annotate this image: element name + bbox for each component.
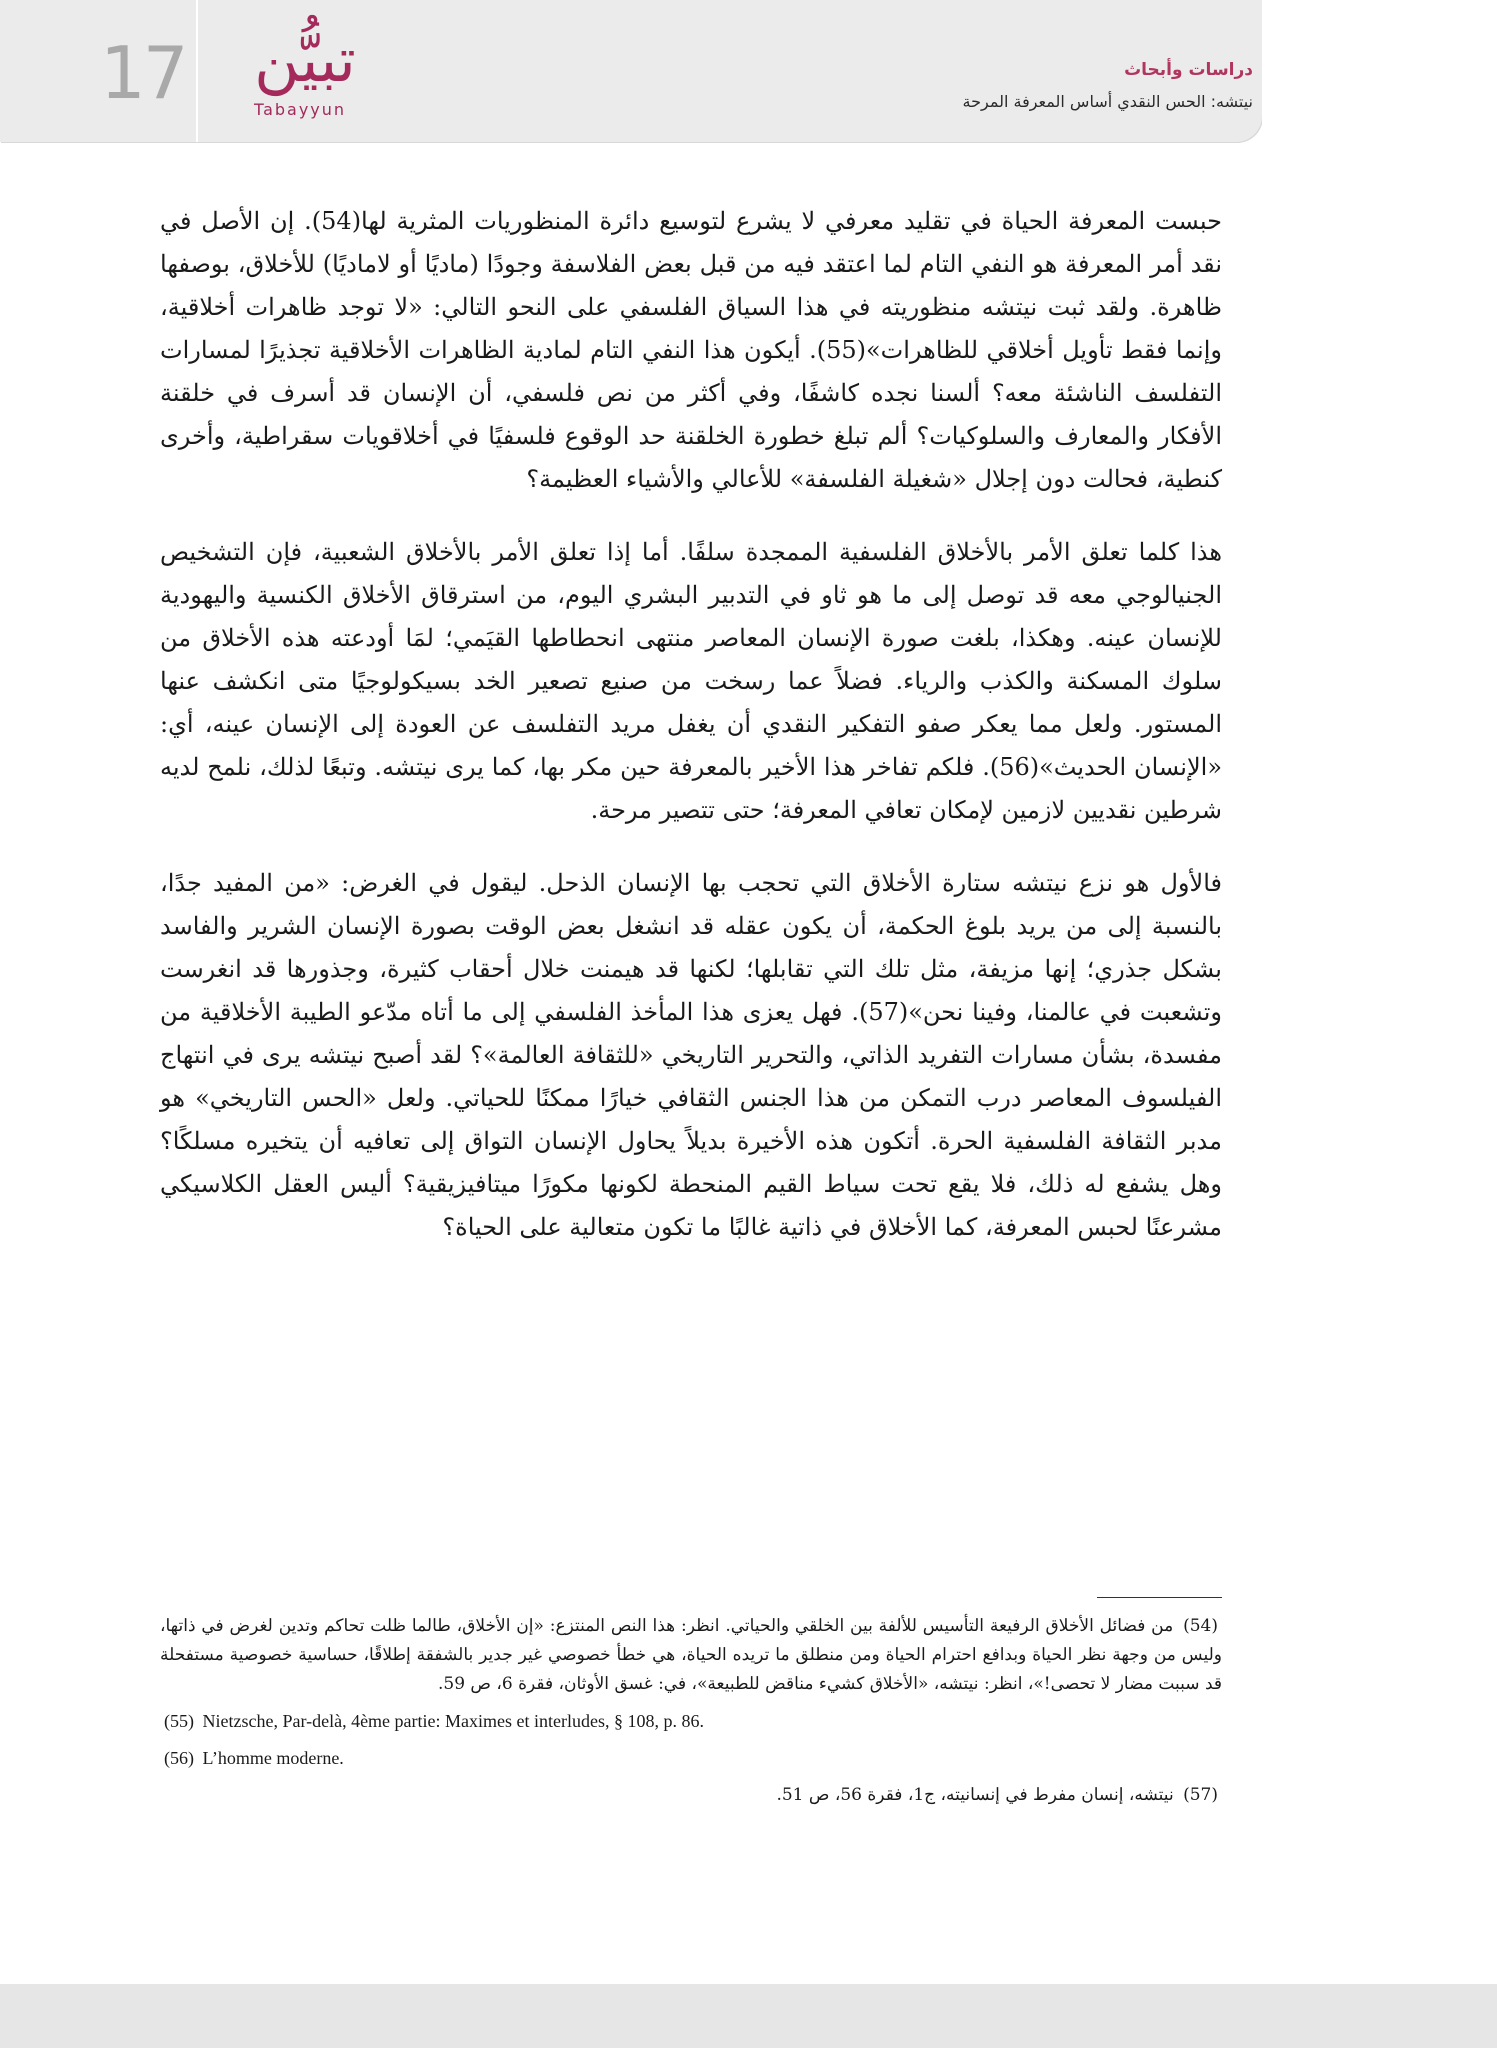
- header-corner-gap: [1262, 0, 1497, 142]
- footnote-56: [160, 1744, 1222, 1773]
- logo-latin-text: Tabayyun: [253, 100, 347, 119]
- paragraph-3: فالأول هو نزع نيتشه ستارة الأخلاق التي تحجب بها الإنسان الذحل. ليقول في الغرض: «من المفيد جدًا، بالنسبة إلى من يريد بلوغ الحكمة، أن يكون عقله قد انشغل بعض الوقت بصورة الإنسان الشرير والفاسد بشكل جذري؛ إنها مزيفة، مثل تلك التي تقابلها؛ لكنها قد هيمنت خلال أحقاب كثيرة، وجذورها قد انغرست وتشعبت في عالمنا، وفينا نحن»(57). فهل يعزى هذا المأخذ الفلسفي إلى ما أتاه مدّعو الطيبة الأخلاقية من مفسدة، بشأن مسارات التفريد الذاتي، والتحرير التاريخي «للثقافة العالمة»؟ لقد أصبح نيتشه يرى في انتهاج الفيلسوف المعاصر درب التمكن من هذا الجنس الثقافي خيارًا ممكنًا للحياتي. ولعل «الحس التاريخي» هو مدبر الثقافة الفلسفية الحرة. أتكون هذه الأخيرة بديلاً يحاول الإنسان التواق إلى تعافيه أن يتخيره مسلكًا؟ وهل يشفع له ذلك، فلا يقع تحت سياط القيم المنحطة لكونها مكورًا ميتافيزيقية؟ أليس العقل الكلاسيكي مشرعنًا لحبس المعرفة، كما الأخلاق في ذاتية غالبًا ما تكون متعالية على الحياة؟: [160, 869, 1223, 1241]
- footnote-rule: [1097, 1597, 1222, 1598]
- footnote-text: L’homme moderne.: [202, 1748, 344, 1768]
- paragraph-2: هذا كلما تعلق الأمر بالأخلاق الفلسفية الممجدة سلفًا. أما إذا تعلق الأمر بالأخلاق الشعبية، فإن التشخيص الجنيالوجي معه قد توصل إلى ما هو ثاو في التدبير البشري اليوم، من استرقاق الأخلاق الكنسية واليهودية للإنسان عينه. وهكذا، بلغت صورة الإنسان المعاصر منتهى انحطاطها القيَمي؛ لمَا أودعته هذه الأخلاق من سلوك المسكنة والكذب والرياء. فضلاً عما رسخت من صنيع تصعير الخد بسيكولوجيًا متى انكشف عنها المستور. ولعل مما يعكر صفو التفكير النقدي أن يغفل مريد التفلسف عن العودة إلى الإنسان عينه، أي: «الإنسان الحديث»(56). فلكم تفاخر هذا الأخير بالمعرفة حين مكر بها، كما يرى نيتشه. وتبعًا لذلك، نلمح لديه شرطين نقديين لازمين لإمكان تعافي المعرفة؛ حتى تتصير مرحة.: [160, 538, 1223, 824]
- article-body: [160, 200, 1222, 1279]
- running-title: نيتشه: الحس النقدي أساس المعرفة المرحة: [962, 92, 1253, 111]
- footer-band: [0, 1984, 1497, 2048]
- footnote-57: [160, 1781, 1222, 1810]
- header-divider: [196, 0, 198, 142]
- footnote-text: Nietzsche, Par-delà, 4ème partie: Maximes et interludes, § 108, p. 86.: [202, 1711, 704, 1731]
- footnote-number: (57): [1183, 1785, 1218, 1805]
- footnote-number: (54): [1183, 1616, 1219, 1636]
- footnote-number: (56): [164, 1748, 194, 1768]
- section-label: دراسات وأبحاث: [1124, 60, 1253, 80]
- footnote-55: [160, 1707, 1222, 1736]
- paragraph-1: حبست المعرفة الحياة في تقليد معرفي لا يشرع لتوسيع دائرة المنظوريات المثرية لها(54). إن الأصل في نقد أمر المعرفة هو النفي التام لما اعتقد فيه من قبل بعض الفلاسفة وجودًا (ماديًا أو لاماديًا) للأخلاق، بوصفها ظاهرة. ولقد ثبت نيتشه منظوريته في هذا السياق الفلسفي على النحو التالي: «لا توجد ظاهرات أخلاقية، وإنما فقط تأويل أخلاقي للظاهرات»(55). أيكون هذا النفي التام لمادية الظاهرات الأخلاقية تجذيرًا لمسارات التفلسف الناشئة معه؟ ألسنا نجده كاشفًا، وفي أكثر من نص فلسفي، أن الإنسان قد أسرف في خلقنة الأفكار والمعارف والسلوكيات؟ ألم تبلغ خطورة الخلقنة حد الوقوع فلسفيًا في أخلاقويات سقراطية، وأخرى كنطية، فحالت دون إجلال «شغيلة الفلسفة» للأعالي والأشياء العظيمة؟: [160, 207, 1222, 493]
- footnote-text: نيتشه، إنسان مفرط في إنسانيته، ج1، فقرة 56، ص 51.: [776, 1785, 1174, 1805]
- footnote-text: من فضائل الأخلاق الرفيعة التأسيس للألفة بين الخلقي والحياتي. انظر: هذا النص المنتزع: «إن الأخلاق، طالما ظلت تحاكم وتدين لغرض في ذاتها، وليس من وجهة نظر الحياة وبدافع احترام الحياة ومن منطلق ما تريده الحياة، هي خطأ خصوصي غير جدير بالشفقة إطلاقًا، حساسية خصوصية مستفحلة قد سببت مضار لا تحصى!»، انظر: نيتشه، «الأخلاق كشيء مناقض للطبيعة»، في: غسق الأوثان، فقرة 6، ص 59.: [160, 1616, 1222, 1694]
- footnotes: [160, 1612, 1222, 1818]
- logo-arabic-text: تبيُّن: [254, 23, 356, 96]
- footnote-number: (55): [164, 1711, 194, 1731]
- page-number: 17: [100, 31, 186, 115]
- journal-logo: [210, 20, 400, 130]
- footnote-54: [160, 1612, 1222, 1699]
